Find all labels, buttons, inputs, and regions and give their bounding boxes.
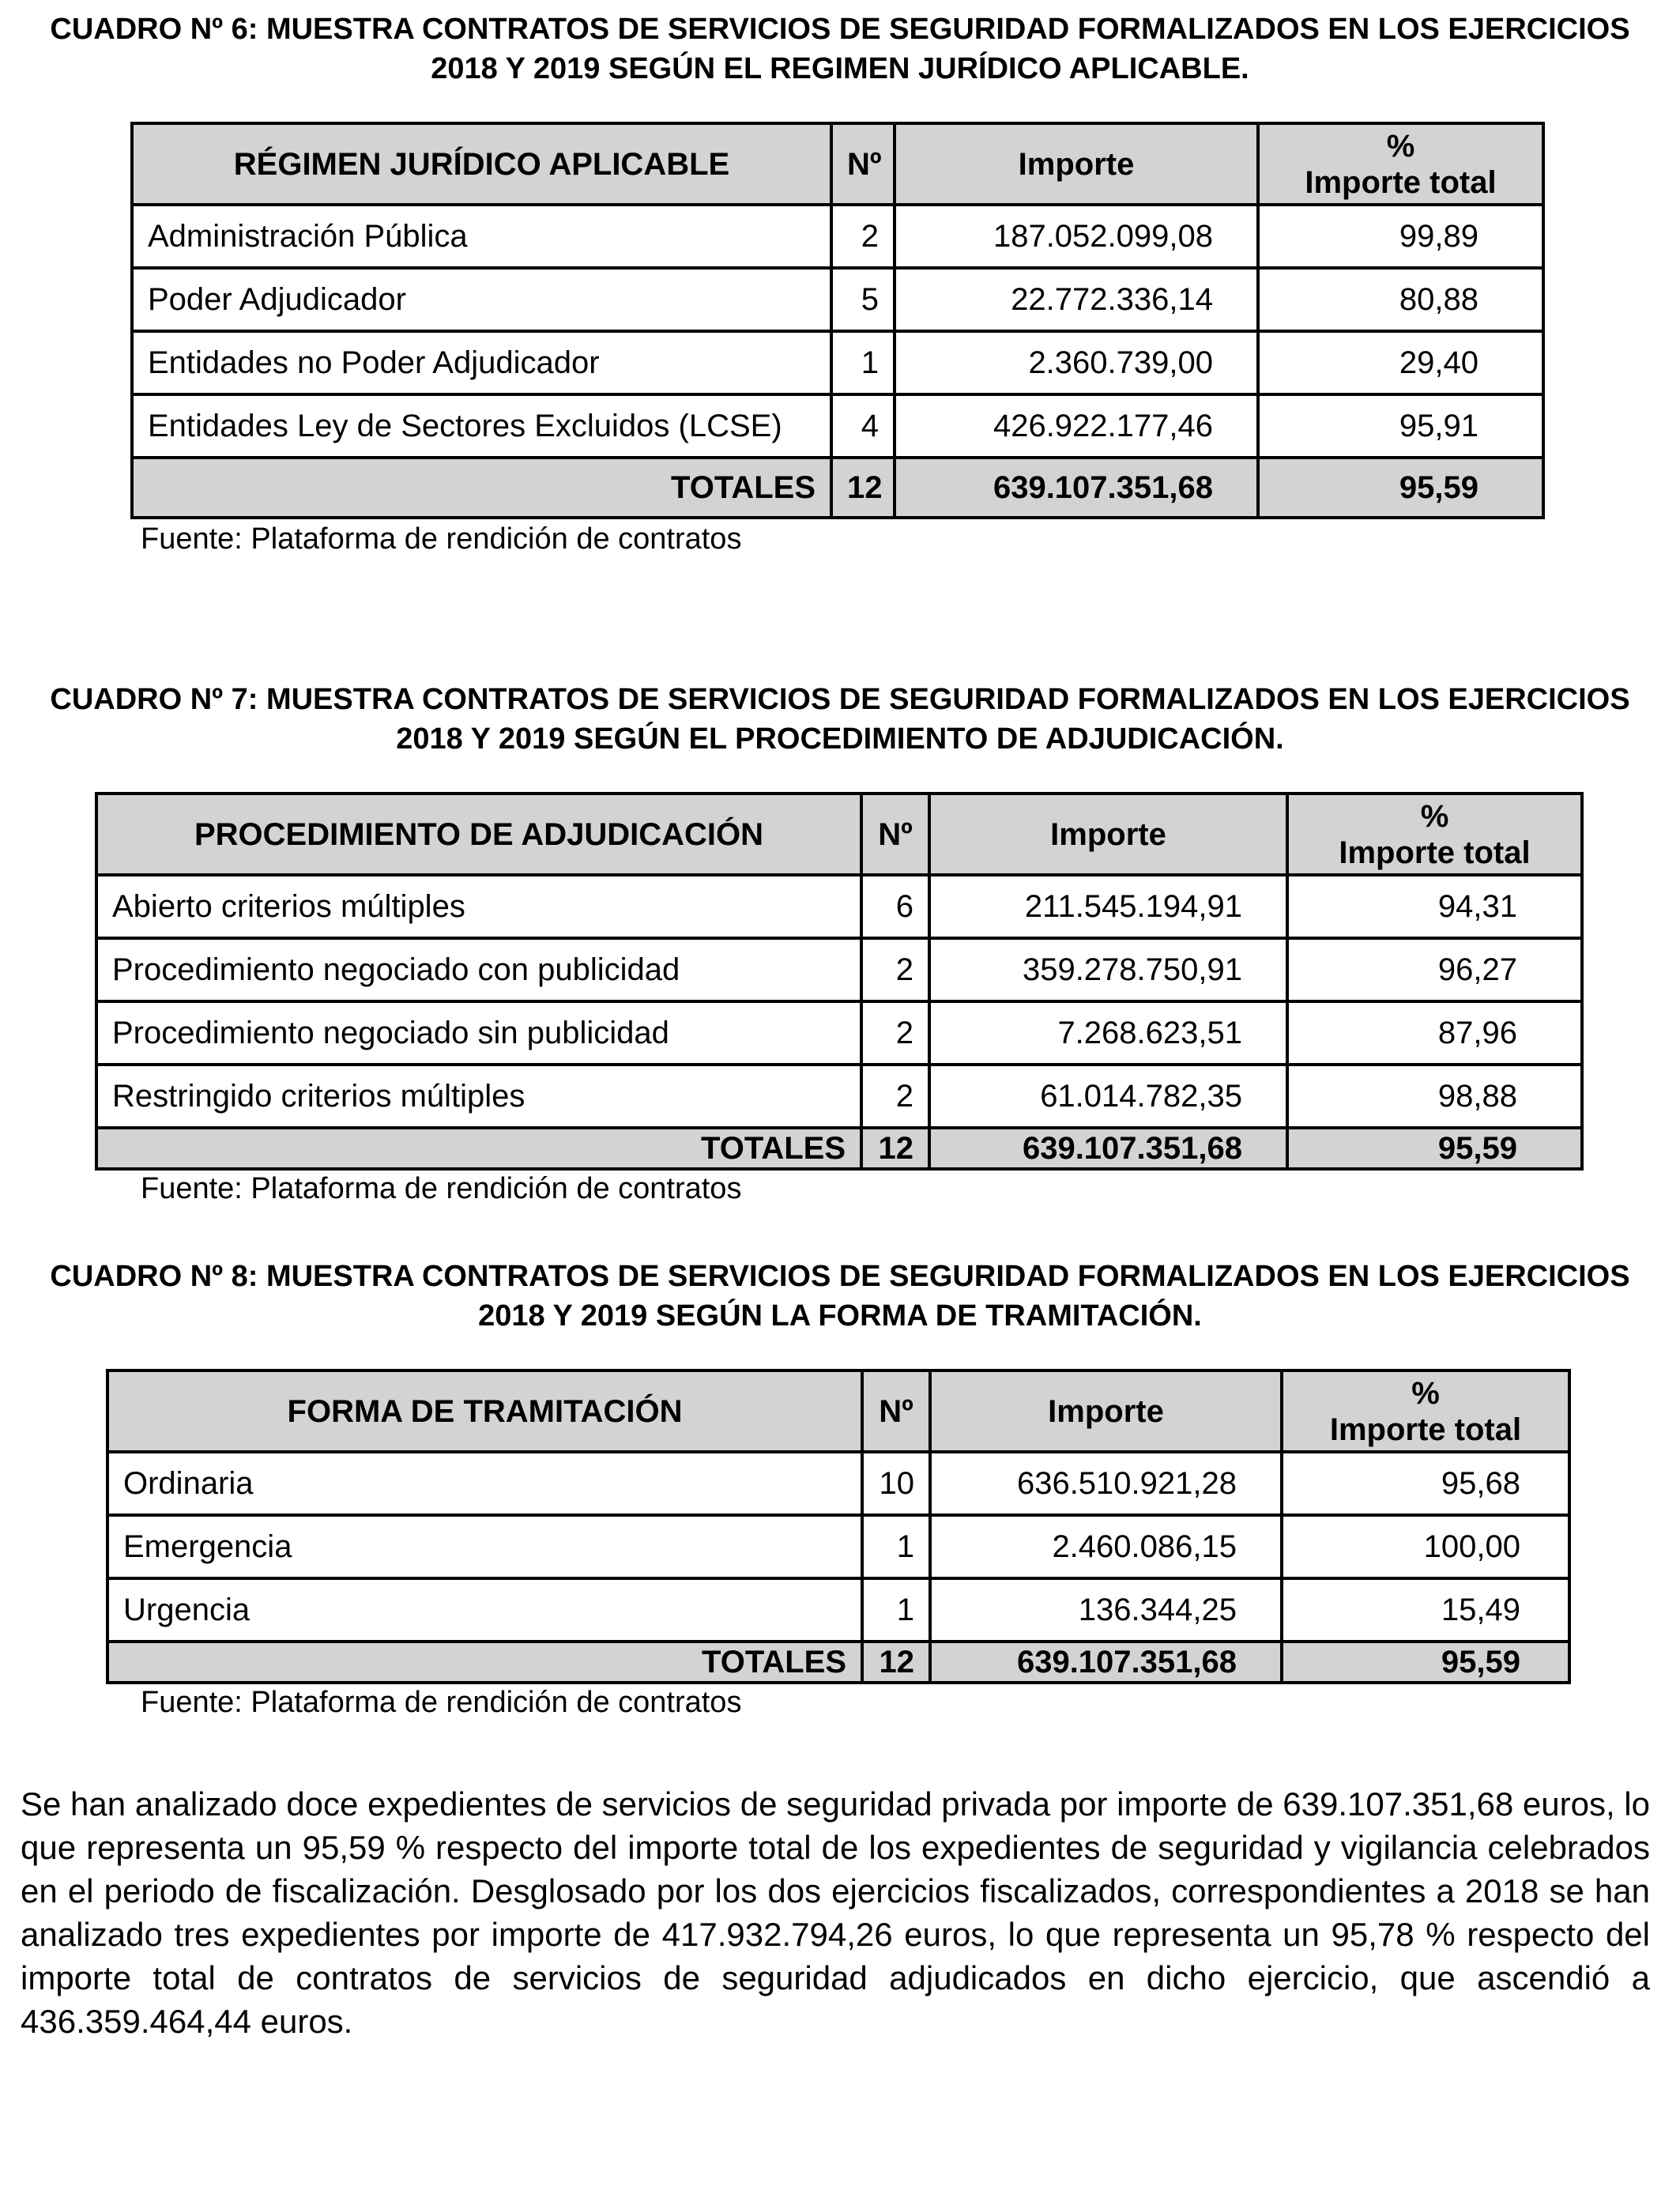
cuadro6-source: Fuente: Plataforma de rendición de contratos (141, 522, 742, 556)
row-label: Procedimiento negociado sin publicidad (96, 1001, 861, 1065)
table-row (96, 1001, 1582, 1065)
cuadro6-title-lead: CUADRO Nº 6 (50, 13, 248, 46)
row-importe: 359.278.750,91 (929, 938, 1287, 1001)
row-pct: 94,31 (1287, 875, 1582, 938)
row-label: Entidades Ley de Sectores Excluidos (LCSE) (132, 394, 831, 458)
cuadro8-title (32, 1257, 1648, 1336)
totals-importe: 639.107.351,68 (930, 1642, 1282, 1683)
col-header-regimen: RÉGIMEN JURÍDICO APLICABLE (132, 123, 831, 205)
row-importe: 136.344,25 (930, 1578, 1282, 1642)
cuadro6-table (130, 122, 1545, 519)
row-n: 2 (861, 1065, 929, 1128)
row-label: Emergencia (107, 1515, 862, 1578)
row-pct: 80,88 (1258, 268, 1543, 331)
cuadro6-title (32, 9, 1648, 89)
totals-n: 12 (862, 1642, 930, 1683)
row-n: 1 (862, 1578, 930, 1642)
table-row (107, 1578, 1569, 1642)
totals-label: TOTALES (96, 1128, 861, 1169)
table-header-row (107, 1370, 1569, 1452)
row-n: 2 (861, 1001, 929, 1065)
cuadro7-source: Fuente: Plataforma de rendición de contratos (141, 1172, 742, 1205)
table-row (107, 1452, 1569, 1515)
totals-row (107, 1642, 1569, 1683)
row-label: Abierto criterios múltiples (96, 875, 861, 938)
row-n: 2 (831, 205, 895, 268)
row-label: Procedimiento negociado con publicidad (96, 938, 861, 1001)
col-header-n: Nº (861, 794, 929, 875)
cuadro7-table (95, 792, 1584, 1171)
col-header-procedimiento: PROCEDIMIENTO DE ADJUDICACIÓN (96, 794, 861, 875)
row-label: Ordinaria (107, 1452, 862, 1515)
row-importe: 2.460.086,15 (930, 1515, 1282, 1578)
totals-label: TOTALES (107, 1642, 862, 1683)
cuadro6-title-rest: : MUESTRA CONTRATOS DE SERVICIOS DE SEGURIDAD FORMALIZADOS EN LOS EJERCICIOS 2018 Y 2019 SEGÚN EL REGIMEN JURÍDICO APLICABLE. (247, 13, 1630, 85)
totals-label: TOTALES (132, 458, 831, 518)
row-label: Entidades no Poder Adjudicador (132, 331, 831, 394)
totals-importe: 639.107.351,68 (929, 1128, 1287, 1169)
col-header-importe: Importe (895, 123, 1258, 205)
row-pct: 98,88 (1287, 1065, 1582, 1128)
table-row (132, 331, 1543, 394)
row-pct: 95,91 (1258, 394, 1543, 458)
cuadro7-title-rest: : MUESTRA CONTRATOS DE SERVICIOS DE SEGURIDAD FORMALIZADOS EN LOS EJERCICIOS 2018 Y 2019 SEGÚN EL PROCEDIMIENTO DE ADJUDICACIÓN. (247, 683, 1630, 756)
totals-n: 12 (861, 1128, 929, 1169)
row-importe: 187.052.099,08 (895, 205, 1258, 268)
totals-pct: 95,59 (1258, 458, 1543, 518)
body-paragraph (21, 1782, 1650, 2043)
col-header-importe: Importe (930, 1370, 1282, 1452)
cuadro8-source: Fuente: Plataforma de rendición de contratos (141, 1686, 742, 1719)
col-header-pct: % Importe total (1258, 123, 1543, 205)
totals-row (132, 458, 1543, 518)
row-label: Poder Adjudicador (132, 268, 831, 331)
table-row (132, 394, 1543, 458)
table-header-row (132, 123, 1543, 205)
col-header-tramitacion: FORMA DE TRAMITACIÓN (107, 1370, 862, 1452)
totals-pct: 95,59 (1282, 1642, 1569, 1683)
row-n: 10 (862, 1452, 930, 1515)
row-n: 4 (831, 394, 895, 458)
table-header-row (96, 794, 1582, 875)
totals-n: 12 (831, 458, 895, 518)
row-pct: 15,49 (1282, 1578, 1569, 1642)
totals-importe: 639.107.351,68 (895, 458, 1258, 518)
table-row (96, 938, 1582, 1001)
row-label: Administración Pública (132, 205, 831, 268)
row-pct: 95,68 (1282, 1452, 1569, 1515)
row-label: Restringido criterios múltiples (96, 1065, 861, 1128)
totals-row (96, 1128, 1582, 1169)
row-importe: 2.360.739,00 (895, 331, 1258, 394)
table-row (96, 875, 1582, 938)
col-header-pct: % Importe total (1287, 794, 1582, 875)
row-label: Urgencia (107, 1578, 862, 1642)
cuadro7-title (32, 680, 1648, 759)
row-importe: 636.510.921,28 (930, 1452, 1282, 1515)
row-pct: 87,96 (1287, 1001, 1582, 1065)
row-pct: 100,00 (1282, 1515, 1569, 1578)
cuadro8-title-lead: CUADRO Nº 8 (50, 1260, 248, 1293)
col-header-pct: % Importe total (1282, 1370, 1569, 1452)
col-header-n: Nº (862, 1370, 930, 1452)
row-pct: 96,27 (1287, 938, 1582, 1001)
paragraph-text: Se han analizado doce expedientes de servicios de seguridad privada por importe de 639.107.351,68 euros, lo que representa un 95,59 % respecto del importe total de los expedientes de seguridad y vigilancia celebrados en el periodo de fiscalización. Desglosado por los dos ejercicios fiscalizados, correspondientes a 2018 se han analizado tres expedientes por importe de 417.932.794,26 euros, lo que representa un 95,78 % respecto del importe total de contratos de servicios de seguridad adjudicados en dicho ejercicio, que ascendió a 436.359.464,44 euros. (21, 1785, 1650, 2040)
col-header-n: Nº (831, 123, 895, 205)
row-n: 5 (831, 268, 895, 331)
row-importe: 22.772.336,14 (895, 268, 1258, 331)
totals-pct: 95,59 (1287, 1128, 1582, 1169)
row-n: 2 (861, 938, 929, 1001)
table-row (107, 1515, 1569, 1578)
row-pct: 29,40 (1258, 331, 1543, 394)
cuadro8-table (106, 1369, 1571, 1684)
row-importe: 211.545.194,91 (929, 875, 1287, 938)
cuadro7-title-lead: CUADRO Nº 7 (50, 683, 248, 716)
cuadro8-title-rest: : MUESTRA CONTRATOS DE SERVICIOS DE SEGURIDAD FORMALIZADOS EN LOS EJERCICIOS 2018 Y 2019 SEGÚN LA FORMA DE TRAMITACIÓN. (247, 1260, 1630, 1333)
row-importe: 61.014.782,35 (929, 1065, 1287, 1128)
table-row (96, 1065, 1582, 1128)
row-n: 1 (831, 331, 895, 394)
col-header-importe: Importe (929, 794, 1287, 875)
row-n: 1 (862, 1515, 930, 1578)
row-importe: 426.922.177,46 (895, 394, 1258, 458)
table-row (132, 268, 1543, 331)
table-row (132, 205, 1543, 268)
row-pct: 99,89 (1258, 205, 1543, 268)
row-importe: 7.268.623,51 (929, 1001, 1287, 1065)
row-n: 6 (861, 875, 929, 938)
